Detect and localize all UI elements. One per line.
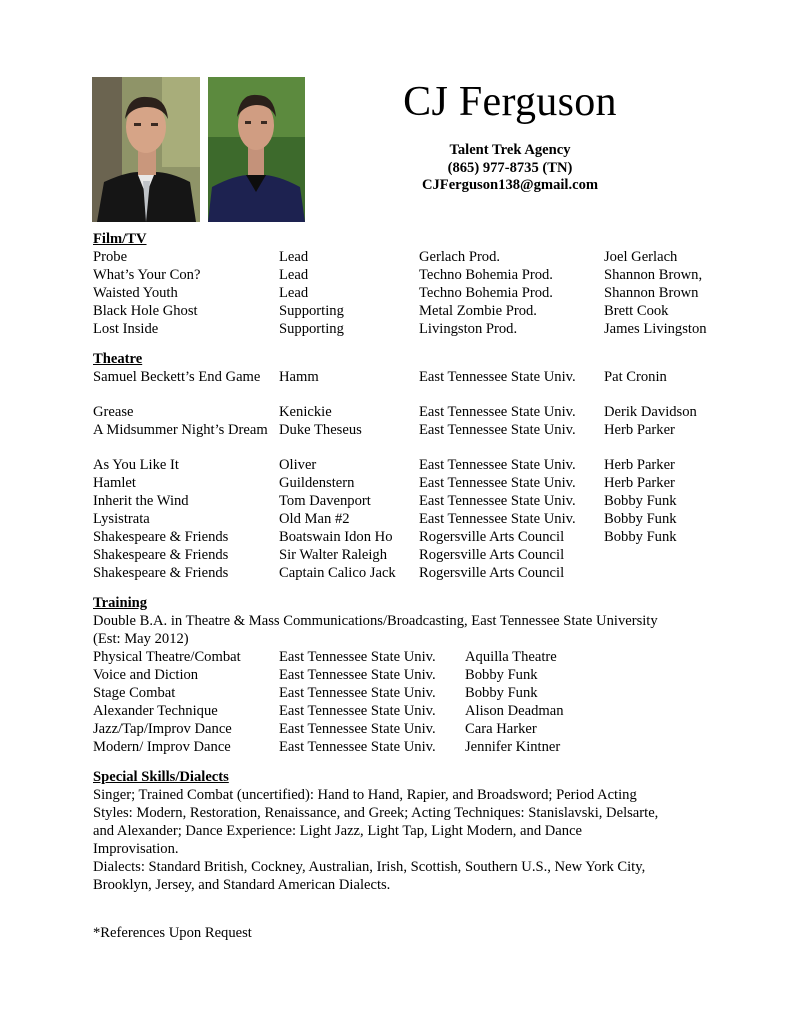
credit-role: Sir Walter Raleigh xyxy=(279,547,387,563)
credit-row xyxy=(93,266,733,284)
references-note: *References Upon Request xyxy=(93,925,252,941)
credit-director: Bobby Funk xyxy=(604,529,677,545)
credit-director: Shannon Brown, xyxy=(604,267,703,283)
credit-company: East Tennessee State Univ. xyxy=(419,511,576,527)
training-row xyxy=(93,666,733,684)
credit-company: East Tennessee State Univ. xyxy=(419,369,576,385)
credit-title: Shakespeare & Friends xyxy=(93,529,229,545)
credit-title: Samuel Beckett’s End Game xyxy=(93,369,261,385)
training-teacher: Cara Harker xyxy=(465,721,537,737)
degree-estimate: (Est: May 2012) xyxy=(93,631,189,647)
credit-company: Gerlach Prod. xyxy=(419,249,501,265)
credit-role: Hamm xyxy=(279,369,319,385)
credit-role: Supporting xyxy=(279,321,344,337)
credit-row xyxy=(93,284,733,302)
credit-role: Lead xyxy=(279,249,309,265)
section-title-film-tv: Film/TV xyxy=(93,231,147,247)
section-title-theatre: Theatre xyxy=(93,351,143,367)
training-subject: Voice and Diction xyxy=(93,667,199,683)
skills-line: and Alexander; Dance Experience: Light Jazz, Light Tap, Light Modern, and Dance xyxy=(93,823,583,839)
film-tv-section xyxy=(93,230,733,338)
credit-role: Captain Calico Jack xyxy=(279,565,396,581)
credit-director: James Livingston xyxy=(604,321,707,337)
credit-director: Derik Davidson xyxy=(604,404,697,420)
email-address[interactable]: CJFerguson138@gmail.com xyxy=(421,177,599,193)
credit-director: Herb Parker xyxy=(604,422,675,438)
special-skills-section xyxy=(93,768,733,894)
credit-role: Duke Theseus xyxy=(279,422,362,438)
credit-row xyxy=(93,546,733,564)
credit-row xyxy=(93,474,733,492)
training-row xyxy=(93,648,733,666)
credit-director: Joel Gerlach xyxy=(604,249,678,265)
training-subject: Modern/ Improv Dance xyxy=(93,739,231,755)
credit-director: Bobby Funk xyxy=(604,493,677,509)
training-school: East Tennessee State Univ. xyxy=(279,721,436,737)
credit-role: Old Man #2 xyxy=(279,511,350,527)
skills-line: Improvisation. xyxy=(93,841,179,857)
credit-row xyxy=(93,248,733,266)
credit-row xyxy=(93,320,733,338)
dialects-line: Dialects: Standard British, Cockney, Australian, Irish, Scottish, Southern U.S., New York City, xyxy=(93,859,646,875)
credit-title: Inherit the Wind xyxy=(93,493,189,509)
training-school: East Tennessee State Univ. xyxy=(279,739,436,755)
credit-company: Techno Bohemia Prod. xyxy=(419,285,553,301)
credit-company: East Tennessee State Univ. xyxy=(419,475,576,491)
training-school: East Tennessee State Univ. xyxy=(279,649,436,665)
training-teacher: Aquilla Theatre xyxy=(465,649,557,665)
blank-line xyxy=(93,906,733,924)
credit-title: Hamlet xyxy=(93,475,136,491)
degree-text: Double B.A. in Theatre & Mass Communications/Broadcasting, East Tennessee State University xyxy=(93,613,658,629)
phone-number: (865) 977-8735 (TN) xyxy=(447,159,573,176)
training-school: East Tennessee State Univ. xyxy=(279,667,436,683)
training-subject: Physical Theatre/Combat xyxy=(93,649,241,665)
agency-name: Talent Trek Agency xyxy=(449,142,571,158)
headshot-photo-2 xyxy=(208,77,305,222)
skills-line: Singer; Trained Combat (uncertified): Hand to Hand, Rapier, and Broadsword; Period Acting xyxy=(93,787,637,803)
credit-title: What’s Your Con? xyxy=(93,267,201,283)
credit-title: Waisted Youth xyxy=(93,285,178,301)
credit-title: A Midsummer Night’s Dream xyxy=(93,422,268,438)
section-title-special-skills: Special Skills/Dialects xyxy=(93,769,229,785)
credit-role: Lead xyxy=(279,285,309,301)
dialects-line: Brooklyn, Jersey, and Standard American Dialects. xyxy=(93,877,391,893)
credit-row xyxy=(93,492,733,510)
credit-row xyxy=(93,302,733,320)
credit-row xyxy=(93,368,733,403)
credit-company: Techno Bohemia Prod. xyxy=(419,267,553,283)
credit-role: Supporting xyxy=(279,303,344,319)
skills-line: Styles: Modern, Restoration, Renaissance, and Greek; Acting Techniques: Stanislavski, Delsarte, xyxy=(93,805,659,821)
resume-header xyxy=(345,78,675,195)
credit-row xyxy=(93,403,733,421)
credit-company: Metal Zombie Prod. xyxy=(419,303,537,319)
credit-title: Lysistrata xyxy=(93,511,150,527)
credit-role: Lead xyxy=(279,267,309,283)
credit-director: Bobby Funk xyxy=(604,511,677,527)
credit-director: Herb Parker xyxy=(604,475,675,491)
credit-title: As You Like It xyxy=(93,457,179,473)
credit-company: Rogersville Arts Council xyxy=(419,547,565,563)
credit-title: Black Hole Ghost xyxy=(93,303,198,319)
training-section xyxy=(93,594,733,756)
training-subject: Stage Combat xyxy=(93,685,176,701)
credit-company: East Tennessee State Univ. xyxy=(419,457,576,473)
headshot-photo-1 xyxy=(92,77,200,222)
training-teacher: Bobby Funk xyxy=(465,667,538,683)
credit-director: Pat Cronin xyxy=(604,369,667,385)
training-school: East Tennessee State Univ. xyxy=(279,703,436,719)
credit-title: Probe xyxy=(93,249,128,265)
credit-role: Guildenstern xyxy=(279,475,355,491)
training-teacher: Jennifer Kintner xyxy=(465,739,561,755)
credit-company: East Tennessee State Univ. xyxy=(419,493,576,509)
credit-company: East Tennessee State Univ. xyxy=(419,422,576,438)
actor-name: CJ Ferguson xyxy=(403,79,617,125)
credit-row xyxy=(93,421,733,456)
contact-info xyxy=(345,142,675,195)
credit-director: Herb Parker xyxy=(604,457,675,473)
theatre-section xyxy=(93,350,733,582)
training-subject: Jazz/Tap/Improv Dance xyxy=(93,721,232,737)
training-row xyxy=(93,738,733,756)
training-row xyxy=(93,684,733,702)
credit-role: Tom Davenport xyxy=(279,493,371,509)
credit-row xyxy=(93,456,733,474)
credit-company: Livingston Prod. xyxy=(419,321,518,337)
credit-role: Oliver xyxy=(279,457,317,473)
credit-company: Rogersville Arts Council xyxy=(419,529,565,545)
credit-title: Shakespeare & Friends xyxy=(93,565,229,581)
credit-role: Kenickie xyxy=(279,404,332,420)
credit-company: East Tennessee State Univ. xyxy=(419,404,576,420)
credit-company: Rogersville Arts Council xyxy=(419,565,565,581)
training-school: East Tennessee State Univ. xyxy=(279,685,436,701)
credit-row xyxy=(93,528,733,546)
credit-row xyxy=(93,564,733,582)
training-row xyxy=(93,702,733,720)
credit-role: Boatswain Idon Ho xyxy=(279,529,393,545)
section-title-training: Training xyxy=(93,595,148,611)
training-teacher: Alison Deadman xyxy=(465,703,564,719)
training-subject: Alexander Technique xyxy=(93,703,218,719)
credit-director: Shannon Brown xyxy=(604,285,699,301)
credit-title: Lost Inside xyxy=(93,321,159,337)
training-teacher: Bobby Funk xyxy=(465,685,538,701)
credit-director: Brett Cook xyxy=(604,303,669,319)
resume-body xyxy=(93,230,733,942)
credit-title: Grease xyxy=(93,404,134,420)
credit-row xyxy=(93,510,733,528)
credit-title: Shakespeare & Friends xyxy=(93,547,229,563)
training-row xyxy=(93,720,733,738)
